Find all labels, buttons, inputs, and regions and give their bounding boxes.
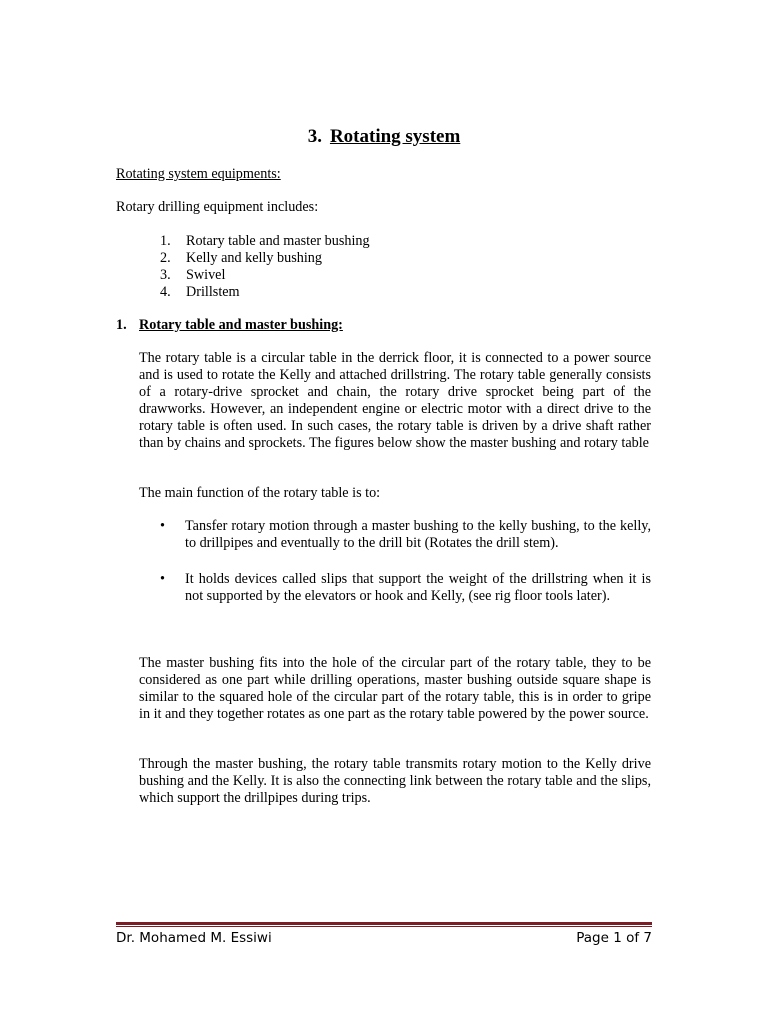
footer-page-number: Page 1 of 7 bbox=[576, 930, 652, 946]
paragraph-master-bushing: The master bushing fits into the hole of the circular part of the rotary table, they to be considered as one part while drilling operations, master bushing outside square shape is similar to the squared hole of the circular part of the rotary table, this is in order to gripe in it and they together rotates as one part as the rotary table powered by the power source. bbox=[139, 655, 651, 722]
bullet-icon: • bbox=[160, 571, 165, 587]
list-label: Kelly and kelly bushing bbox=[186, 250, 322, 266]
list-item bbox=[160, 267, 370, 284]
includes-line: Rotary drilling equipment includes: bbox=[116, 199, 319, 215]
bullet-text: Tansfer rotary motion through a master bushing to the kelly bushing, to the kelly, to drillpipes and eventually to the drill bit (Rotates the drill stem). bbox=[185, 518, 651, 551]
list-number: 2. bbox=[160, 250, 171, 266]
bullet-icon: • bbox=[160, 518, 165, 534]
list-item bbox=[160, 250, 370, 267]
section-number: 1. bbox=[116, 317, 127, 333]
title-text: Rotating system bbox=[329, 126, 461, 147]
paragraph-transmission: Through the master bushing, the rotary table transmits rotary motion to the Kelly drive bushing and the Kelly. It is also the connecting link between the rotary table and the slips, which support the drillpipes during trips. bbox=[139, 756, 651, 806]
equipments-heading: Rotating system equipments: bbox=[116, 166, 281, 182]
bullet-item bbox=[160, 571, 651, 605]
equipment-list bbox=[160, 233, 370, 301]
section-heading bbox=[116, 317, 343, 334]
page-title bbox=[0, 126, 768, 148]
list-label: Swivel bbox=[186, 267, 226, 283]
list-item bbox=[160, 284, 370, 301]
page-footer bbox=[116, 930, 652, 946]
list-number: 1. bbox=[160, 233, 171, 249]
section-title: Rotary table and master bushing: bbox=[139, 317, 343, 333]
title-number: 3. bbox=[307, 126, 322, 147]
list-number: 4. bbox=[160, 284, 171, 300]
bullet-list bbox=[160, 518, 651, 552]
footer-rule bbox=[116, 922, 652, 925]
footer-rule-thin bbox=[116, 926, 652, 927]
bullet-item bbox=[160, 518, 651, 552]
bullet-text: It holds devices called slips that support the weight of the drillstring when it is not supported by the elevators or hook and Kelly, (see rig floor tools later). bbox=[185, 571, 651, 604]
list-number: 3. bbox=[160, 267, 171, 283]
list-label: Drillstem bbox=[186, 284, 240, 300]
bullet-list bbox=[160, 571, 651, 605]
paragraph-main-function: The main function of the rotary table is to: bbox=[139, 485, 381, 501]
paragraph-rotary-table: The rotary table is a circular table in the derrick floor, it is connected to a power source and is used to rotate the Kelly and attached drillstring. The rotary table generally consists of a rotary-drive sprocket and chain, the rotary drive sprocket being part of the drawworks. However, an independent engine or electric motor with a direct drive to the rotary table is often used. In such cases, the rotary table is driven by a drive shaft rather than by chains and sprockets. The figures below show the master bushing and rotary table bbox=[139, 350, 651, 451]
list-label: Rotary table and master bushing bbox=[186, 233, 370, 249]
footer-author: Dr. Mohamed M. Essiwi bbox=[116, 930, 272, 946]
list-item bbox=[160, 233, 370, 250]
